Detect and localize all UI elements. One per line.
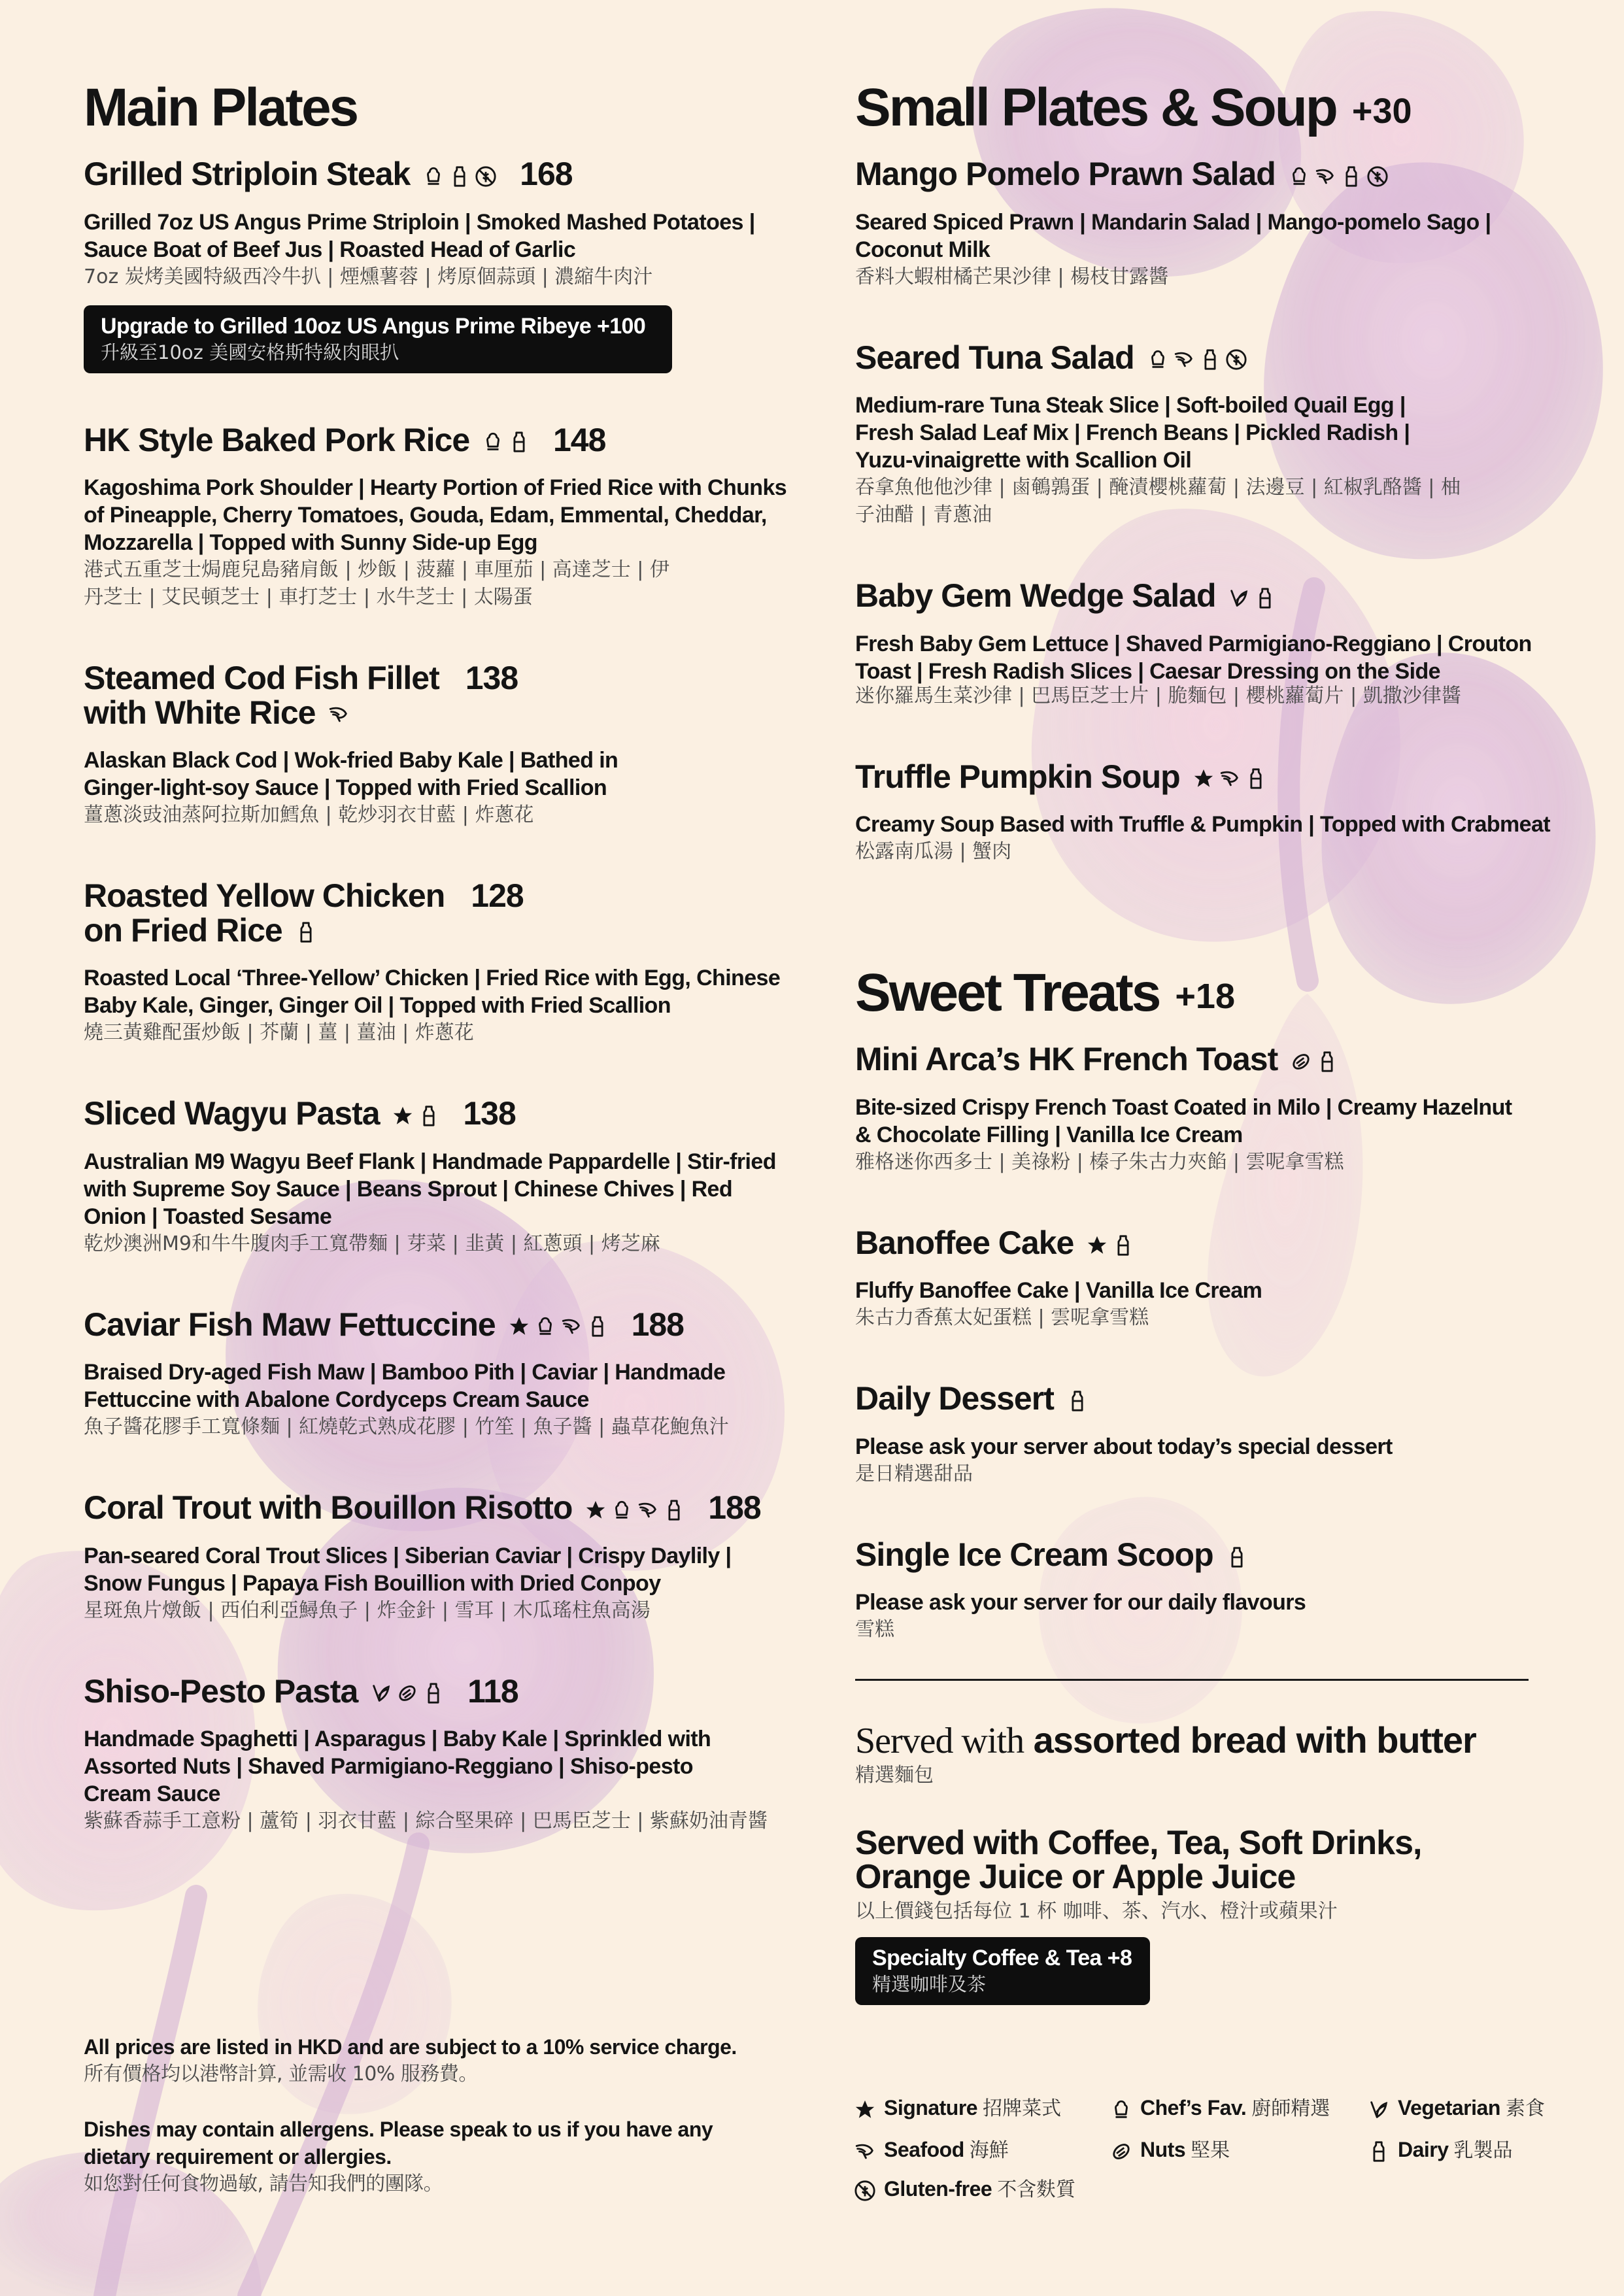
small-plates-surcharge: +30 (1351, 91, 1412, 131)
dish-title: Caviar Fish Maw Fettuccine 188 (84, 1306, 684, 1343)
dish-title: Sliced Wagyu Pasta 138 (84, 1095, 516, 1132)
dish-description-chinese: 魚子醬花膠手工寬條麵 | 紅燒乾式熟成花膠 | 竹笙 | 魚子醬 | 蟲草花鮑魚汁 (84, 1415, 729, 1439)
dairy-icon (586, 1315, 609, 1338)
vegetarian-icon (1228, 587, 1250, 609)
dish-description: Australian M9 Wagyu Beef Flank | Handmade Pappardelle | Stir-fried with Supreme Soy Sauce | Beans Sprout | Chinese Chives | Red Onion | Toasted Sesame (84, 1149, 776, 1229)
gluten-free-icon (1225, 348, 1247, 371)
chef-icon (611, 1499, 633, 1521)
dish-shiso-pesto-pasta (84, 1674, 790, 1836)
dish-seared-tuna-salad (855, 341, 1574, 530)
dish-grilled-striploin-steak (84, 157, 790, 373)
signature-icon (1086, 1234, 1108, 1257)
dish-price: 128 (471, 877, 524, 915)
signature-icon (508, 1315, 530, 1338)
legend-chef-fav: Chef’s Fav. 廚師精選 (1110, 2092, 1330, 2121)
dish-description: Pan-seared Coral Trout Slices | Siberian Caviar | Crispy Daylily | Snow Fungus | Papaya Fish Bouillion with Dried Conpoy (84, 1543, 732, 1596)
vegetarian-icon (1368, 2099, 1390, 2121)
sweet-treats-heading: Sweet Treats +18 (855, 963, 1235, 1023)
dish-description-chinese: 雅格迷你西多士 | 美祿粉 | 榛子朱古力夾餡 | 雲呢拿雪糕 (855, 1150, 1344, 1173)
dish-description-chinese: 是日精選甜品 (855, 1462, 973, 1485)
dish-roasted-yellow-chicken (84, 879, 790, 1047)
dish-description-chinese: 紫蘇香蒜手工意粉 | 蘆筍 | 羽衣甘藍 | 綜合堅果碎 | 巴馬臣芝士 | 紫蘇奶油青醬 (84, 1810, 768, 1833)
upgrade-label: Upgrade to Grilled 10oz US Angus Prime Ribeye +100 (101, 313, 646, 339)
dish-description: Please ask your server for our daily flavours (855, 1590, 1306, 1615)
drinks-chinese: 以上價錢包括每位 1 杯 咖啡、茶、汽水、橙汁或蘋果汁 (855, 1899, 1338, 1923)
nuts-icon (1290, 1051, 1312, 1073)
dairy-icon (1066, 1390, 1089, 1412)
dish-description: Handmade Spaghetti | Asparagus | Baby Kale | Sprinkled with Assorted Nuts | Shaved Parmigiano-Reggiano | Shiso-pesto Cream Sauce (84, 1727, 711, 1807)
dish-mango-pomelo-prawn-salad (855, 157, 1574, 291)
drinks-heading: Served with Coffee, Tea, Soft Drinks, Orange Juice or Apple Juice (855, 1823, 1422, 1896)
chef-icon (422, 165, 445, 188)
dairy-icon (422, 1682, 445, 1704)
dish-baby-gem-wedge-salad (855, 579, 1574, 710)
dairy-icon (1199, 348, 1221, 371)
dish-description: Braised Dry-aged Fish Maw | Bamboo Pith | Caviar | Handmade Fettuccine with Abalone Cordyceps Cream Sauce (84, 1360, 726, 1413)
gluten-free-icon (475, 165, 497, 188)
dish-description: Fresh Baby Gem Lettuce | Shaved Parmigiano-Reggiano | Crouton Toast | Fresh Radish Slices | Caesar Dressing on the Side (855, 631, 1532, 684)
legend-vegetarian: Vegetarian 素食 (1368, 2092, 1545, 2121)
dairy-icon (663, 1499, 685, 1521)
dish-description: Grilled 7oz US Angus Prime Striploin | Smoked Mashed Potatoes | Sauce Boat of Beef Jus | Roasted Head of Garlic (84, 209, 755, 262)
dish-hk-style-baked-pork-rice (84, 423, 790, 612)
served-with-bread (855, 1720, 1574, 1789)
dish-description: Creamy Soup Based with Truffle & Pumpkin | Topped with Crabmeat (855, 812, 1551, 837)
upgrade-label-chinese: 升級至10oz 美國安格斯特級肉眼扒 (101, 341, 399, 363)
signature-icon (584, 1499, 607, 1521)
dish-mini-arca-french-toast (855, 1042, 1574, 1176)
dish-description: Alaskan Black Cod | Wok-fried Baby Kale | Bathed in Ginger-light-soy Sauce | Topped with Fried Scallion (84, 748, 618, 801)
dish-description-chinese: 薑蔥淡豉油蒸阿拉斯加鱈魚 | 乾炒羽衣甘藍 | 炸蔥花 (84, 803, 534, 827)
gluten-free-icon (1366, 165, 1389, 188)
sweet-treats-surcharge: +18 (1175, 976, 1235, 1016)
dish-title: Single Ice Cream Scoop (855, 1538, 1574, 1572)
dish-description: Bite-sized Crispy French Toast Coated in Milo | Creamy Hazelnut & Chocolate Filling | Vanilla Ice Cream (855, 1094, 1512, 1147)
dish-description-chinese: 燒三黃雞配蛋炒飯 | 芥蘭 | 薑 | 薑油 | 炸蔥花 (84, 1021, 474, 1045)
service-charge-note-chinese: 所有價格均以港幣計算, 並需收 10% 服務費。 (84, 2063, 478, 2085)
seafood-icon (1173, 348, 1195, 371)
dish-title: Roasted Yellow Chicken 128 on Fried Rice (84, 877, 524, 949)
dish-steamed-cod-fish-fillet (84, 661, 790, 829)
dish-title: Mini Arca’s HK French Toast (855, 1042, 1574, 1077)
seafood-icon (854, 2140, 876, 2163)
chef-icon (534, 1315, 556, 1338)
dish-description-chinese: 乾炒澳洲M9和牛牛腹肉手工寬帶麵 | 芽菜 | 韭黃 | 紅蔥頭 | 烤芝麻 (84, 1232, 660, 1255)
dish-daily-dessert (855, 1381, 1574, 1488)
chef-icon (1288, 165, 1310, 188)
dish-title: Banoffee Cake (855, 1226, 1574, 1260)
side-column (855, 78, 1574, 2005)
seafood-icon (560, 1315, 583, 1338)
dish-price: 138 (465, 660, 518, 697)
signature-icon (854, 2099, 876, 2121)
dish-title: HK Style Baked Pork Rice 148 (84, 421, 606, 458)
dish-description-chinese: 松露南瓜湯 | 蟹肉 (855, 840, 1012, 864)
dairy-icon (1340, 165, 1362, 188)
dish-description: Roasted Local ‘Three-Yellow’ Chicken | Fried Rice with Egg, Chinese Baby Kale, Ginger, Ginger Oil | Topped with Fried Scallion (84, 966, 781, 1019)
signature-icon (392, 1105, 414, 1127)
dish-price: 168 (520, 156, 573, 193)
upgrade-ribeye-badge (84, 305, 672, 373)
dairy-icon (1254, 587, 1276, 609)
nuts-icon (1110, 2140, 1132, 2163)
dish-banoffee-cake (855, 1226, 1574, 1332)
service-charge-note: All prices are listed in HKD and are subject to a 10% service charge. (84, 2035, 737, 2059)
legend-gluten-free: Gluten-free 不含麩質 (854, 2173, 1075, 2202)
dairy-icon (1226, 1546, 1248, 1568)
specialty-coffee-badge (855, 1937, 1150, 2005)
bread-heading: Served with assorted bread with butter (855, 1719, 1476, 1762)
allergen-note: Dishes may contain allergens. Please speak to us if you have any dietary requirement or allergies. (84, 2118, 713, 2169)
chef-icon (1147, 348, 1169, 371)
dish-sliced-wagyu-pasta (84, 1096, 790, 1258)
signature-icon (1193, 768, 1215, 790)
seafood-icon (1314, 165, 1336, 188)
dish-title: Grilled Striploin Steak 168 (84, 156, 573, 193)
dairy-icon (1316, 1051, 1338, 1073)
dish-description-chinese: 雪糕 (855, 1618, 894, 1642)
chef-icon (1110, 2099, 1132, 2121)
dairy-icon (1112, 1234, 1134, 1257)
seafood-icon (328, 703, 350, 726)
dairy-icon (448, 165, 471, 188)
dish-truffle-pumpkin-soup (855, 760, 1574, 866)
dish-title: Mango Pomelo Prawn Salad (855, 157, 1574, 192)
allergen-note-chinese: 如您對任何食物過敏, 請告知我們的團隊。 (84, 2172, 443, 2195)
specialty-label: Specialty Coffee & Tea +8 (872, 1945, 1132, 1970)
dish-description-chinese: 港式五重芝士焗鹿兒島豬肩飯 | 炒飯 | 菠蘿 | 車厘茄 | 高達芝士 | 伊丹芝士 | 艾民頓芝士 | 車打芝士 | 水牛芝士 | 太陽蛋 (84, 558, 669, 609)
dairy-icon (418, 1105, 440, 1127)
dish-description: Fluffy Banoffee Cake | Vanilla Ice Cream (855, 1278, 1262, 1304)
dairy-icon (1368, 2140, 1390, 2163)
seafood-icon (637, 1499, 659, 1521)
bread-chinese: 精選麵包 (855, 1763, 934, 1787)
dish-description: Seared Spiced Prawn | Mandarin Salad | Mango-pomelo Sago | Coconut Milk (855, 209, 1491, 262)
seafood-icon (1219, 768, 1241, 790)
dish-single-ice-cream-scoop (855, 1538, 1574, 1644)
chef-icon (482, 431, 504, 453)
legend-dairy: Dairy 乳製品 (1368, 2134, 1513, 2163)
legend-signature: Signature 招牌菜式 (854, 2092, 1061, 2121)
dish-title: Steamed Cod Fish Fillet 138 with White Rice (84, 660, 518, 731)
dish-price: 148 (552, 421, 606, 458)
dish-description-chinese: 迷你羅馬生菜沙律 | 巴馬臣芝士片 | 脆麵包 | 櫻桃蘿蔔片 | 凱撒沙律醬 (855, 684, 1461, 707)
dish-coral-trout-bouillon-risotto (84, 1491, 790, 1625)
dish-description-chinese: 7oz 炭烤美國特級西冷牛扒 | 煙燻薯蓉 | 烤原個蒜頭 | 濃縮牛肉汁 (84, 265, 653, 288)
dish-description-chinese: 吞拿魚他他沙律 | 鹵鵪鶉蛋 | 醃漬櫻桃蘿蔔 | 法邊豆 | 紅椒乳酪醬 | 柚子油醋 | 青蔥油 (855, 476, 1461, 527)
dish-description-chinese: 香料大蝦柑橘芒果沙律 | 楊枝甘露醬 (855, 265, 1169, 288)
dairy-icon (508, 431, 530, 453)
dish-price: 188 (708, 1489, 761, 1527)
dish-title: Baby Gem Wedge Salad (855, 579, 1574, 613)
footnotes (84, 2033, 803, 2198)
vegetarian-icon (370, 1682, 392, 1704)
dish-price: 138 (463, 1095, 516, 1132)
legend-nuts: Nuts 堅果 (1110, 2134, 1230, 2163)
dish-title: Coral Trout with Bouillon Risotto 188 (84, 1489, 761, 1527)
dish-price: 118 (467, 1672, 518, 1710)
gluten-free-icon (854, 2180, 876, 2202)
dish-description: Medium-rare Tuna Steak Slice | Soft-boiled Quail Egg | Fresh Salad Leaf Mix | French Beans | Pickled Radish | Yuzu-vinaigrette with Scallion Oil (855, 393, 1410, 473)
dish-description: Kagoshima Pork Shoulder | Hearty Portion of Fried Rice with Chunks of Pineapple, Cherry Tomatoes, Gouda, Edam, Emmental, Cheddar, Mozzarella | Topped with Sunny Side-up Egg (84, 475, 787, 556)
dish-price: 188 (631, 1306, 684, 1343)
dish-description-chinese: 星斑魚片燉飯 | 西伯利亞鱘魚子 | 炸金針 | 雪耳 | 木瓜瑤柱魚高湯 (84, 1598, 651, 1622)
dairy-icon (1245, 768, 1267, 790)
served-with-drinks (855, 1823, 1574, 2005)
dish-title: Truffle Pumpkin Soup (855, 760, 1574, 794)
dairy-icon (295, 921, 317, 943)
specialty-label-chinese: 精選咖啡及茶 (872, 1972, 987, 1995)
legend-seafood: Seafood 海鮮 (854, 2134, 1009, 2163)
main-plates-column (84, 78, 790, 1835)
small-plates-heading: Small Plates & Soup +30 (855, 78, 1412, 137)
dish-title: Daily Dessert (855, 1381, 1574, 1416)
nuts-icon (396, 1682, 418, 1704)
dish-caviar-fish-maw-fettuccine (84, 1308, 790, 1442)
dish-title: Shiso-Pesto Pasta 118 (84, 1672, 518, 1710)
main-plates-heading: Main Plates (84, 78, 358, 137)
dish-description: Please ask your server about today’s special dessert (855, 1434, 1393, 1459)
dish-title: Seared Tuna Salad (855, 341, 1574, 375)
section-divider (855, 1679, 1529, 1681)
dish-description-chinese: 朱古力香蕉太妃蛋糕 | 雲呢拿雪糕 (855, 1306, 1149, 1330)
